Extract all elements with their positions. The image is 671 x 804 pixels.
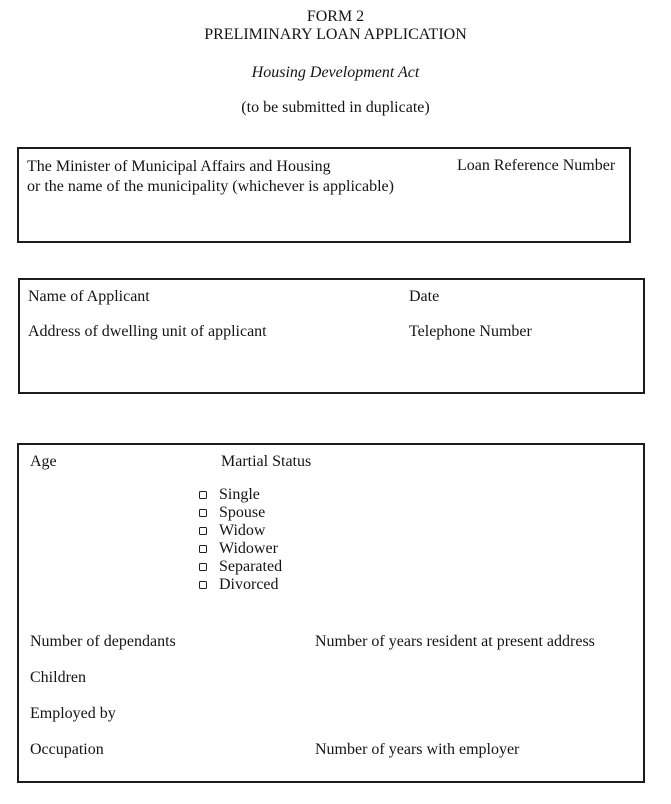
act-name: Housing Development Act — [251, 64, 420, 81]
page-title: PRELIMINARY LOAN APPLICATION — [204, 26, 467, 43]
marital-option-label: Single — [219, 486, 260, 503]
marital-option-widower — [199, 540, 282, 558]
marital-option-label: Spouse — [219, 504, 266, 521]
years-resident-label: Number of years resident at present address — [315, 633, 595, 650]
marital-option-single — [199, 486, 282, 504]
marital-option-divorced — [199, 576, 282, 594]
marital-option-label: Separated — [219, 558, 283, 575]
marital-option-spouse — [199, 504, 282, 522]
dependants-label: Number of dependants — [30, 633, 176, 650]
employed-by-label: Employed by — [30, 705, 116, 722]
checkbox-divorced-icon[interactable] — [199, 581, 207, 589]
marital-status-options — [199, 486, 282, 594]
checkbox-spouse-icon[interactable] — [199, 509, 207, 517]
loan-reference-label: Loan Reference Number — [457, 157, 616, 174]
minister-line-1: The Minister of Municipal Affairs and Housing — [27, 158, 331, 175]
form-number: FORM 2 — [306, 8, 365, 25]
minister-address-label — [27, 157, 447, 197]
minister-line-2: or the name of the municipality (whichever is applicable) — [27, 178, 394, 195]
details-box — [17, 443, 645, 783]
address-label: Address of dwelling unit of applicant — [28, 323, 267, 340]
years-employer-label: Number of years with employer — [315, 741, 520, 758]
marital-option-label: Divorced — [219, 576, 279, 593]
marital-option-label: Widow — [219, 522, 266, 539]
occupation-label: Occupation — [30, 741, 104, 758]
checkbox-widower-icon[interactable] — [199, 545, 207, 553]
duplicate-note: (to be submitted in duplicate) — [241, 99, 430, 116]
checkbox-widow-icon[interactable] — [199, 527, 207, 535]
children-label: Children — [30, 669, 86, 686]
applicant-box — [18, 278, 645, 394]
marital-option-separated — [199, 558, 282, 576]
age-label: Age — [30, 453, 57, 470]
marital-option-label: Widower — [219, 540, 278, 557]
marital-status-label: Martial Status — [221, 453, 312, 470]
checkbox-single-icon[interactable] — [199, 491, 207, 499]
telephone-label: Telephone Number — [409, 323, 532, 340]
loan-reference-field[interactable] — [457, 179, 637, 234]
applicant-name-label: Name of Applicant — [28, 288, 150, 305]
checkbox-separated-icon[interactable] — [199, 563, 207, 571]
minister-box — [17, 147, 631, 243]
marital-option-widow — [199, 522, 282, 540]
date-label: Date — [409, 288, 440, 305]
